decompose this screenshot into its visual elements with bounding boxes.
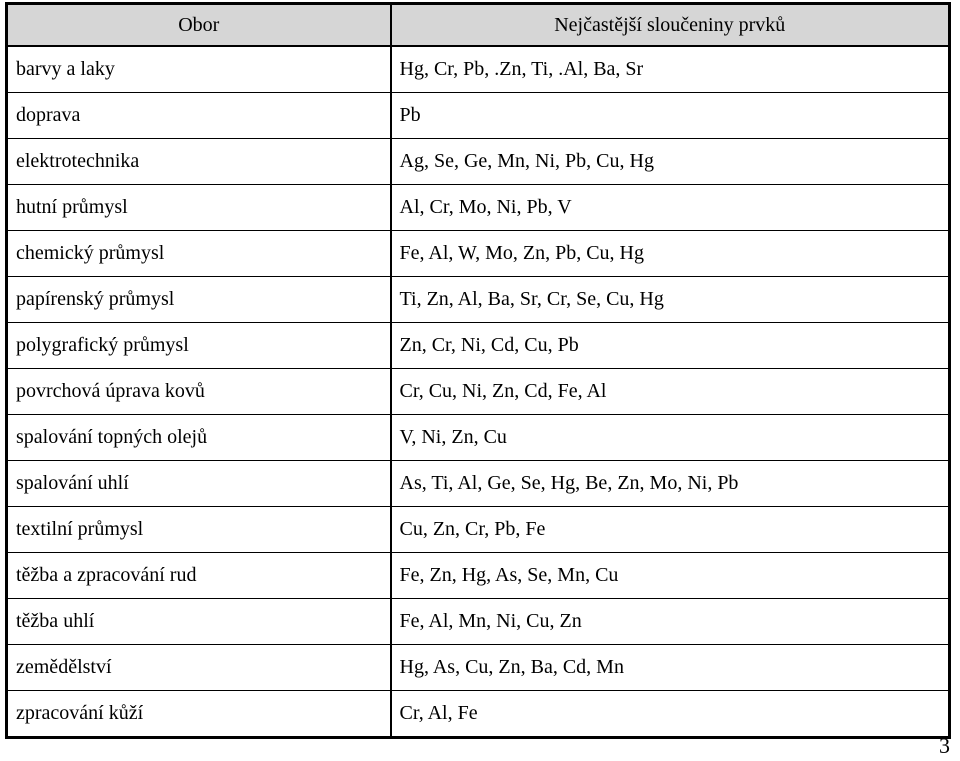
- compounds-cell: Zn, Cr, Ni, Cd, Cu, Pb: [391, 323, 950, 369]
- table-header-row: [7, 4, 950, 47]
- industry-cell: chemický průmysl: [7, 231, 391, 277]
- industry-cell: barvy a laky: [7, 46, 391, 93]
- table-row: [7, 46, 950, 93]
- compounds-cell: V, Ni, Zn, Cu: [391, 415, 950, 461]
- compounds-cell: Hg, As, Cu, Zn, Ba, Cd, Mn: [391, 645, 950, 691]
- industry-cell: spalování uhlí: [7, 461, 391, 507]
- table-row: [7, 231, 950, 277]
- header-obor: Obor: [7, 4, 391, 47]
- industry-cell: zemědělství: [7, 645, 391, 691]
- industry-cell: hutní průmysl: [7, 185, 391, 231]
- compounds-cell: As, Ti, Al, Ge, Se, Hg, Be, Zn, Mo, Ni, Pb: [391, 461, 950, 507]
- header-compounds: Nejčastější sloučeniny prvků: [391, 4, 950, 47]
- industry-cell: zpracování kůží: [7, 691, 391, 738]
- compounds-cell: Cr, Cu, Ni, Zn, Cd, Fe, Al: [391, 369, 950, 415]
- compounds-cell: Fe, Al, W, Mo, Zn, Pb, Cu, Hg: [391, 231, 950, 277]
- industry-cell: polygrafický průmysl: [7, 323, 391, 369]
- industry-cell: těžba uhlí: [7, 599, 391, 645]
- table-row: [7, 507, 950, 553]
- industry-cell: doprava: [7, 93, 391, 139]
- compounds-cell: Al, Cr, Mo, Ni, Pb, V: [391, 185, 950, 231]
- compounds-cell: Cr, Al, Fe: [391, 691, 950, 738]
- page-number: 3: [939, 733, 950, 758]
- compounds-cell: Fe, Zn, Hg, As, Se, Mn, Cu: [391, 553, 950, 599]
- compounds-cell: Ti, Zn, Al, Ba, Sr, Cr, Se, Cu, Hg: [391, 277, 950, 323]
- compounds-cell: Pb: [391, 93, 950, 139]
- table-row: [7, 553, 950, 599]
- table-row: [7, 369, 950, 415]
- industry-cell: spalování topných olejů: [7, 415, 391, 461]
- table-row: [7, 599, 950, 645]
- industry-cell: elektrotechnika: [7, 139, 391, 185]
- industry-cell: těžba a zpracování rud: [7, 553, 391, 599]
- table-row: [7, 93, 950, 139]
- table-row: [7, 277, 950, 323]
- table-row: [7, 185, 950, 231]
- table-row: [7, 415, 950, 461]
- industry-cell: textilní průmysl: [7, 507, 391, 553]
- compounds-cell: Cu, Zn, Cr, Pb, Fe: [391, 507, 950, 553]
- table-row: [7, 691, 950, 738]
- table-row: [7, 323, 950, 369]
- industry-cell: povrchová úprava kovů: [7, 369, 391, 415]
- table-row: [7, 139, 950, 185]
- industry-cell: papírenský průmysl: [7, 277, 391, 323]
- compounds-cell: Fe, Al, Mn, Ni, Cu, Zn: [391, 599, 950, 645]
- compounds-cell: Ag, Se, Ge, Mn, Ni, Pb, Cu, Hg: [391, 139, 950, 185]
- table-row: [7, 461, 950, 507]
- table-row: [7, 645, 950, 691]
- compounds-cell: Hg, Cr, Pb, .Zn, Ti, .Al, Ba, Sr: [391, 46, 950, 93]
- industry-elements-table: [5, 2, 951, 739]
